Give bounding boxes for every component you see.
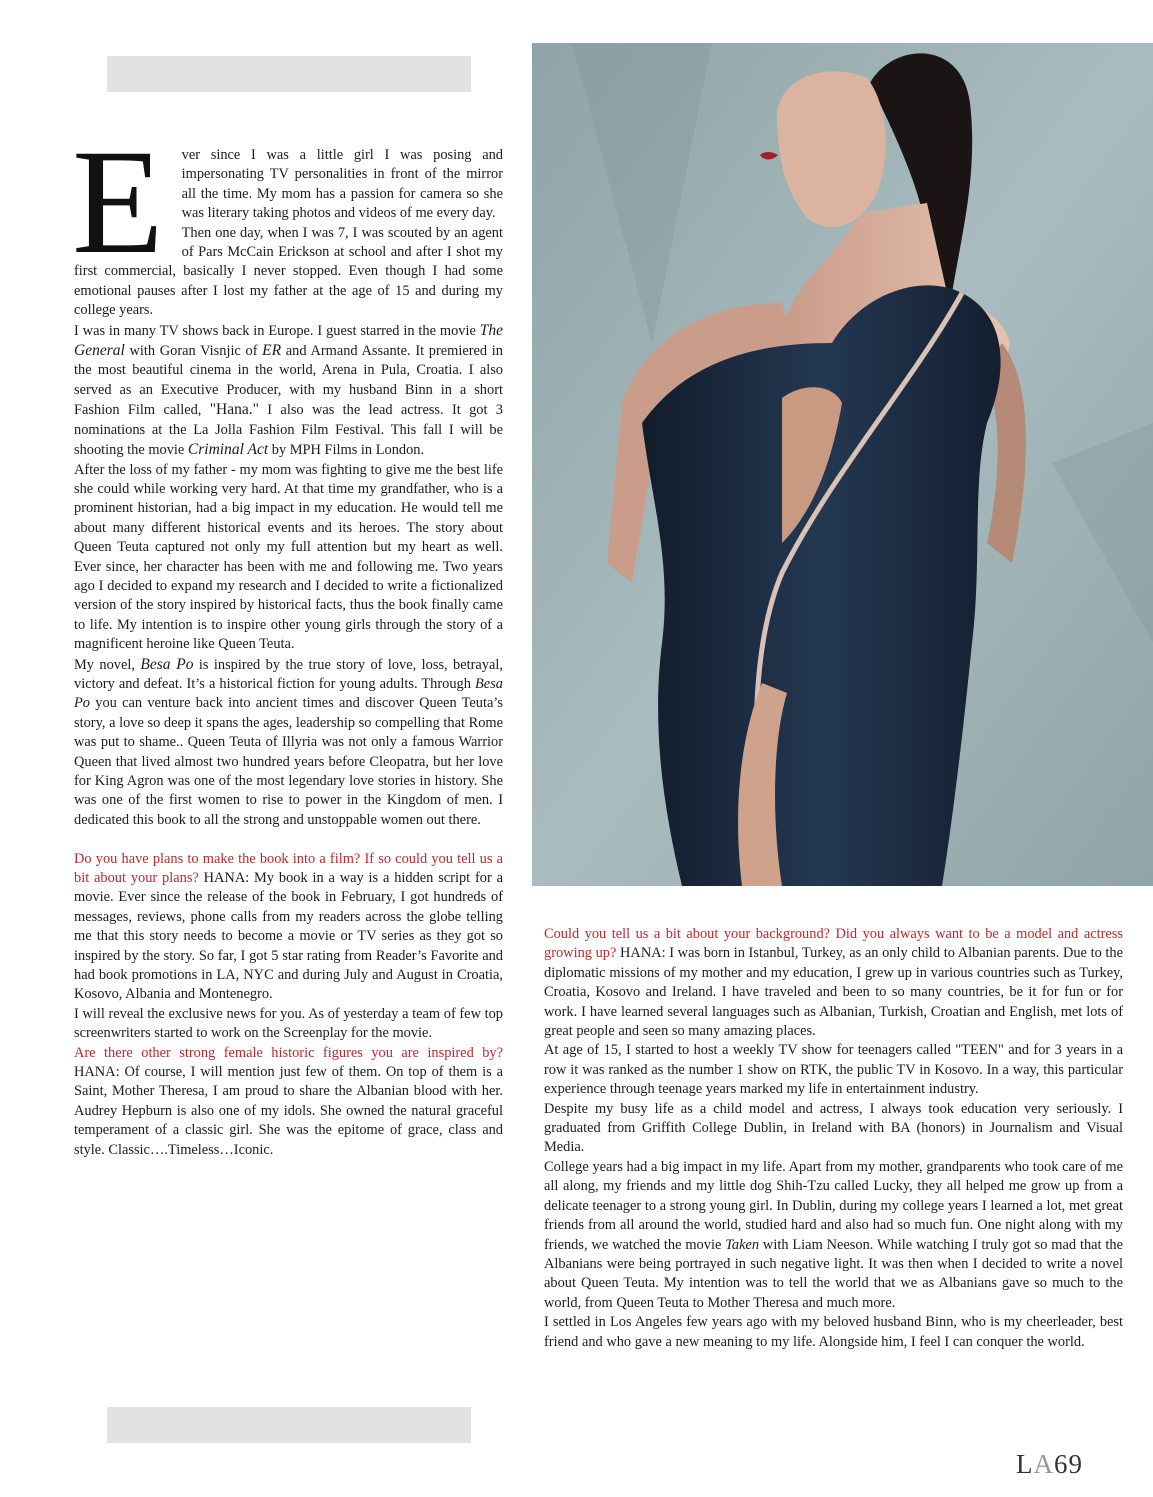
- portrait-illustration: [532, 43, 1153, 886]
- paragraph-father-loss: After the loss of my father - my mom was fighting to give me the best life she could while working very hard. At that time my grandfather, who is a prominent historian, had a big impact in my education. He would tell me about many different historical events and its heroes. The story about Queen Teuta captured not only my full attention but my heart as well. Ever since, her character has been with me and following me. Two years ago I decided to expand my research and I decided to write a fictionalized version of the story inspired by historical facts, thus the book finally came to life. My intention is to inspire other young girls through the story of a magnificent heroine like Queen Teuta.: [74, 461, 503, 653]
- question-female-figures: Are there other strong female historic figures you are inspired by?: [74, 1044, 503, 1061]
- text-run: College years had a big impact in my life. Apart from my mother, grandparents who took care of me all along, my friends and my little dog Shih-Tzu called Lucky, they all helped me grow up from a delicate teenager to a strong young girl. In Dublin, during my college years I learned a lot, met great friends from all around the world, studied hard and also had so much fun. One night along with my friends, we watched the movie: [544, 1158, 1123, 1253]
- page-folio: [1016, 1449, 1083, 1480]
- paragraph-college: [544, 1158, 1123, 1313]
- portrait-photo: [532, 43, 1153, 886]
- left-column: [72, 119, 504, 1160]
- movie-title-criminal-act: Criminal Act: [187, 441, 269, 459]
- answer-background: HANA: I was born in Istanbul, Turkey, as an only child to Albanian parents. Due to the diplomatic missions of my mother and my education, I grew up in various countries such as Turkey, Croatia, Kosovo and Ireland. I have traveled and been to so many countries, be it for fun or for work. I have learned several languages such as Albanian, Turkish, Croatian and English, met lots of great people and seen so many amazing places.: [544, 945, 1123, 1040]
- paragraph-education: Despite my busy life as a child model and actress, I always took education very seriously. I graduated from Griffith College Dublin, in Ireland with BA (honors) in Journalism and Visual Media.: [544, 1100, 1123, 1156]
- right-column: [544, 925, 1123, 1352]
- text-run: I was in many TV shows back in Europe. I guest starred in the movie: [74, 322, 480, 339]
- dropcap: E: [72, 119, 164, 285]
- text-run: and Armand Assante. It premiered in the most beautiful cinema in the world, Arena in Pula, Croatia. I also served as an Executive Producer, with my husband Binn in a short Fashion Film called,: [74, 343, 503, 419]
- text-run: with Goran Visnjic of: [124, 343, 263, 360]
- bottom-placeholder-bar: [107, 1407, 471, 1443]
- paragraph-tv-shows: [74, 321, 503, 461]
- paragraph-novel: [74, 655, 503, 831]
- intro-text: ver since I was a little girl I was posing and impersonating TV personalities in front of the mirror all the time. My mom has a passion for camera so she was literary taking photos and videos of me every day.: [181, 147, 503, 222]
- spacer: [74, 830, 503, 849]
- navy-dress: [642, 285, 1001, 886]
- text-run: I also was the lead actress. It got 3 nominations at the La Jolla Fashion Film Festival. This fall I will be shooting the movie: [74, 402, 504, 459]
- show-title-er: ER: [262, 342, 282, 360]
- text-run: by MPH Films in London.: [268, 442, 425, 459]
- film-title-hana: "Hana.": [209, 401, 259, 419]
- brand-logo-l: L: [1016, 1449, 1034, 1479]
- qa-background: [544, 925, 1123, 1041]
- question-film-plans: Do you have plans to make the book into a film? If so could you tell us a bit about your plans?: [74, 850, 503, 887]
- qa-female-figures: [74, 1044, 503, 1160]
- answer-film-plans: HANA: My book in a way is a hidden script for a movie. Ever since the release of the book in February, I got hundreds of messages, reviews, phone calls from my readers across the globe telling me that this story needs to become a movie or TV series as they got so inspired by the story. So far, I got 5 star rating from Reader’s Favorite and had book promotions in LA, NYC and during July and August in Croatia, Kosovo, Albania and Montenegro.: [74, 870, 503, 1003]
- qa-film-plans: [74, 850, 503, 1005]
- text-run: with Liam Neeson. While watching I truly got so mad that the Albanians were being portrayed in such negative light. It was then when I decided to write a novel about Queen Teuta. My intention was to tell the world that we as Albanians gave so much to the world, from Queen Teuta to Mother Theresa and much more.: [544, 1236, 1123, 1311]
- movie-title-taken: Taken: [725, 1236, 760, 1253]
- text-run: My novel,: [74, 656, 141, 673]
- answer-female-figures: HANA: Of course, I will mention just few of them. On top of them is a Saint, Mother Theresa, I am proud to share the Albanian blood with her. Audrey Hepburn is also one of my idols. She owned the natural graceful temperament of a classic girl. She was the epitome of grace, class and style. Classic….Timeless…Iconic.: [74, 1064, 503, 1158]
- paragraph-los-angeles: I settled in Los Angeles few years ago with my beloved husband Binn, who is my cheerleader, best friend and who gave a new meaning to my life. Alongside him, I feel I can conquer the world.: [544, 1314, 1123, 1350]
- question-background: Could you tell us a bit about your background? Did you always want to be a model and actress growing up?: [544, 926, 1123, 962]
- book-title-besa-po: Besa Po: [140, 655, 194, 673]
- movie-title-the-general: The General: [74, 321, 503, 360]
- top-placeholder-bar: [107, 56, 471, 92]
- paragraph-teen-show: At age of 15, I started to host a weekly TV show for teenagers called "TEEN" and for 3 years in a row it was ranked as the number 1 show on RTK, the public TV in Kosovo. In a way, this particular experience through teenage years marked my life in entertainment industry.: [544, 1042, 1123, 1098]
- brand-logo-a: A: [1033, 1449, 1054, 1479]
- page-number: 69: [1054, 1449, 1083, 1479]
- paragraph-exclusive-news: I will reveal the exclusive news for you. As of yesterday a team of few top screenwriters started to work on the Screenplay for the movie.: [74, 1005, 503, 1042]
- book-title-besa-po-2: Besa Po: [74, 675, 503, 712]
- text-run: is inspired by the true story of love, loss, betrayal, victory and defeat. It’s a historical fiction for young adults. Through: [74, 656, 503, 692]
- paragraph-scouted: Then one day, when I was 7, I was scouted by an agent of Pars McCain Erickson at school and after I shot my first commercial, basically I never stopped. Even though I had some emotional pauses after I lost my father at the age of 15 and during my college years.: [74, 224, 503, 319]
- text-run: you can venture back into ancient times and discover Queen Teuta’s story, a love so deep it spans the ages, leadership so compelling that Rome was put to shame.. Queen Teuta of Illyria was not only a famous Warrior Queen that lived almost two hundred years before Cleopatra, but her love for King Agron was one of the most legendary love stories in history. She was one of the first women to rise to power in the Kingdom of men. I dedicated this book to all the strong and unstoppable women out there.: [74, 695, 503, 828]
